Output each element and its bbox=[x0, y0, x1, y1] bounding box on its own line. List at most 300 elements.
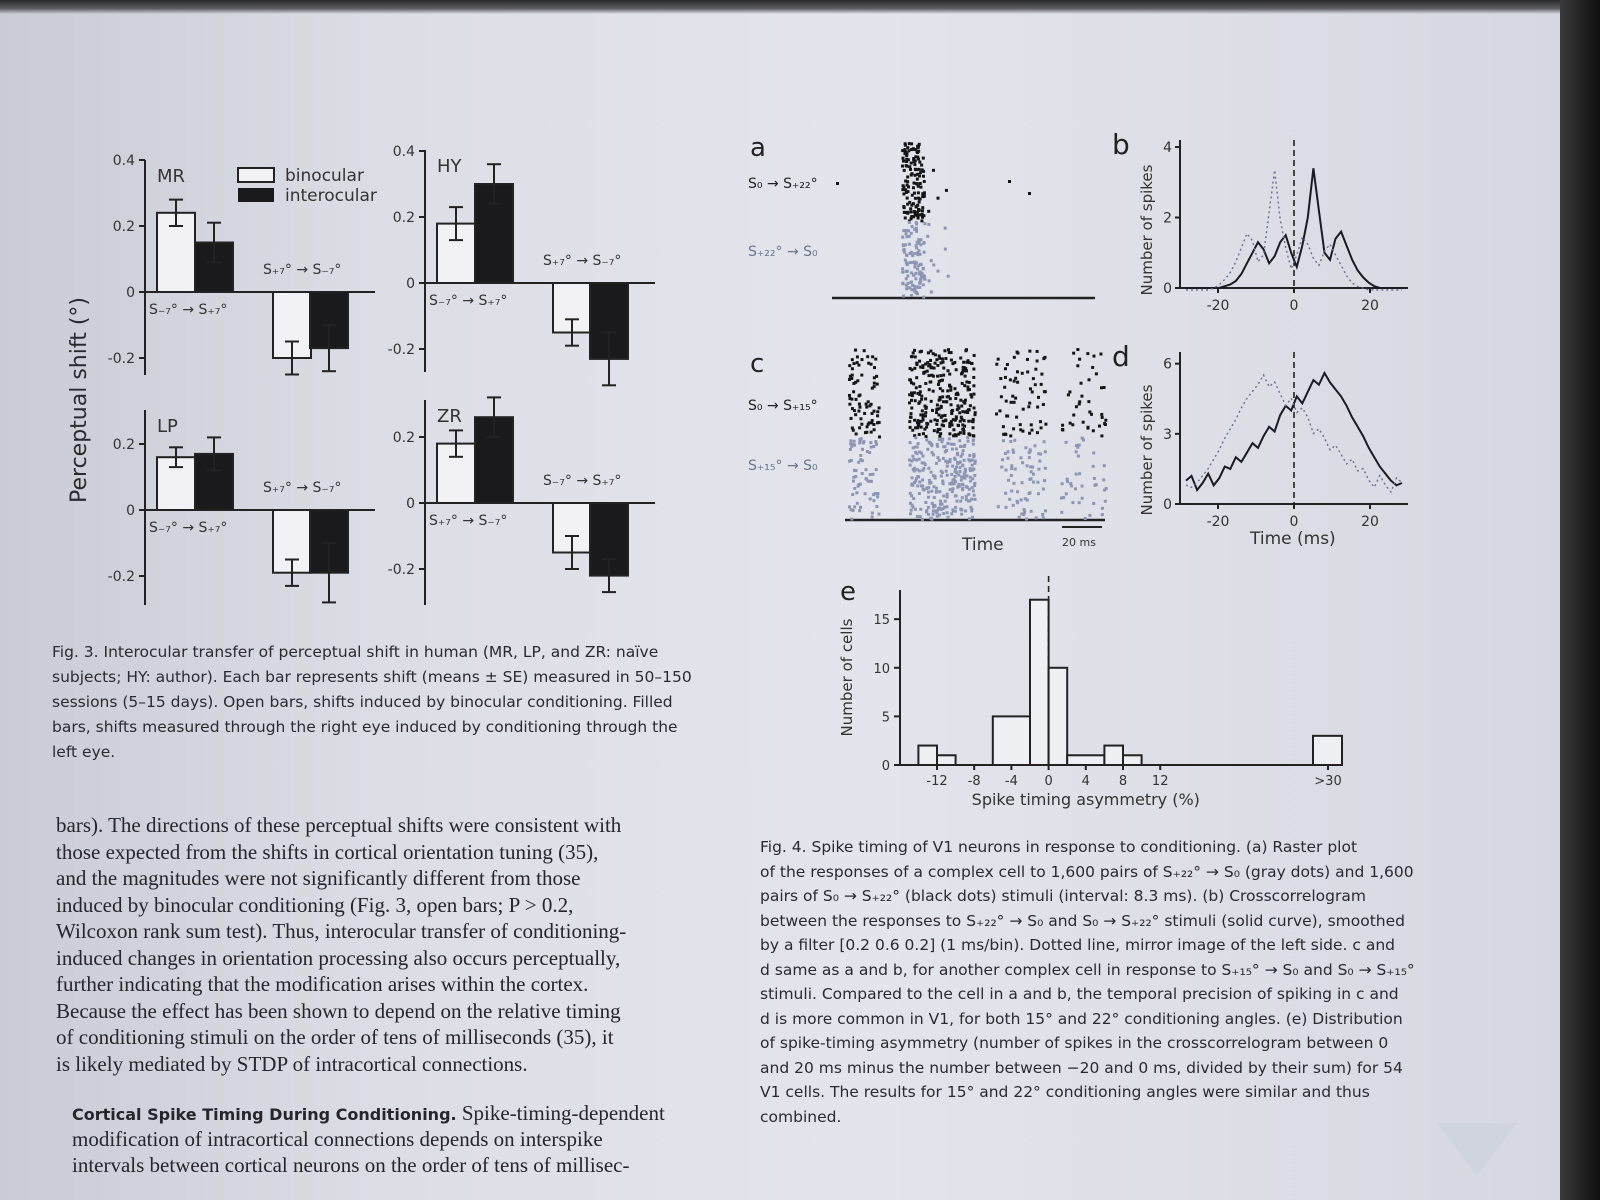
spike-dot bbox=[922, 194, 925, 197]
spike-dot bbox=[946, 493, 949, 496]
spike-dot bbox=[1086, 427, 1089, 430]
spike-dot bbox=[958, 439, 961, 442]
spike-dot bbox=[930, 290, 933, 293]
spike-dot bbox=[1000, 465, 1003, 468]
spike-dot bbox=[931, 409, 934, 412]
spike-dot bbox=[914, 426, 917, 429]
spike-dot bbox=[855, 432, 858, 435]
spike-dot bbox=[973, 484, 976, 487]
spike-dot bbox=[918, 458, 921, 461]
spike-dot bbox=[912, 186, 915, 189]
spike-dot bbox=[1008, 498, 1011, 501]
spike-dot bbox=[871, 419, 874, 422]
spike-dot bbox=[1080, 382, 1083, 385]
spike-dot bbox=[923, 251, 926, 254]
spike-dot bbox=[1028, 192, 1031, 195]
caption-line: of the responses of a complex cell to 1,600 pairs of S₊₂₂° → S₀ (gray dots) and 1,600 bbox=[760, 862, 1414, 881]
spike-dot bbox=[918, 197, 921, 200]
x-tick-label: -20 bbox=[1206, 514, 1230, 530]
spike-dot bbox=[964, 509, 967, 512]
caption-line: stimuli. Compared to the cell in a and b, the temporal precision of spiking in c and bbox=[760, 985, 1399, 1003]
spike-dot bbox=[1032, 481, 1035, 484]
histogram-bar bbox=[918, 746, 937, 765]
spike-dot bbox=[869, 441, 872, 444]
spike-dot bbox=[967, 493, 970, 496]
spike-dot bbox=[1100, 434, 1103, 437]
spike-dot bbox=[913, 391, 916, 394]
spike-dot bbox=[853, 487, 856, 490]
spike-dot bbox=[950, 351, 953, 354]
spike-dot bbox=[920, 263, 923, 266]
spike-dot bbox=[922, 296, 925, 299]
screen-bezel bbox=[1560, 0, 1600, 1200]
spike-dot bbox=[911, 506, 914, 509]
spike-dot bbox=[916, 392, 919, 395]
spike-dot bbox=[912, 497, 915, 500]
spike-dot bbox=[1011, 395, 1014, 398]
spike-dot bbox=[902, 229, 905, 232]
spike-dot bbox=[968, 517, 971, 520]
spike-dot bbox=[910, 509, 913, 512]
spike-dot bbox=[914, 445, 917, 448]
spike-dot bbox=[860, 374, 863, 377]
spike-dot bbox=[1101, 513, 1104, 516]
spike-dot bbox=[866, 355, 869, 358]
panel-letter-d: d bbox=[1112, 340, 1130, 373]
caption-line: bars, shifts measured through the right eye induced by conditioning through the bbox=[52, 718, 678, 736]
spike-dot bbox=[1081, 497, 1084, 500]
spike-dot bbox=[913, 163, 916, 166]
spike-dot bbox=[951, 423, 954, 426]
spike-dot bbox=[956, 461, 959, 464]
spike-dot bbox=[1012, 427, 1015, 430]
panel-e-histogram bbox=[838, 576, 1342, 809]
spike-dot bbox=[922, 175, 925, 178]
spike-dot bbox=[942, 374, 945, 377]
spike-dot bbox=[1078, 472, 1081, 475]
spike-dot bbox=[1043, 440, 1046, 443]
spike-dot bbox=[857, 410, 860, 413]
spike-dot bbox=[901, 282, 904, 285]
figure-3-svg bbox=[0, 0, 760, 640]
spike-dot bbox=[855, 398, 858, 401]
spike-dot bbox=[921, 209, 924, 212]
spike-dot bbox=[945, 400, 948, 403]
spike-dot bbox=[972, 489, 975, 492]
body-line: induced by binocular conditioning (Fig. 3, open bars; P > 0.2, bbox=[56, 892, 574, 917]
spike-dot bbox=[1036, 431, 1039, 434]
spike-dot bbox=[913, 274, 916, 277]
spike-dot bbox=[1093, 477, 1096, 480]
spike-dot bbox=[877, 513, 880, 516]
spike-dot bbox=[867, 400, 870, 403]
spike-dot bbox=[918, 282, 921, 285]
spike-dot bbox=[971, 516, 974, 519]
histogram-bar bbox=[1313, 736, 1342, 765]
spike-dot bbox=[1005, 414, 1008, 417]
spike-dot bbox=[921, 478, 924, 481]
spike-dot bbox=[901, 165, 904, 168]
condition-left: S₋₇° → S₊₇° bbox=[429, 293, 508, 309]
spike-dot bbox=[1044, 356, 1047, 359]
spike-dot bbox=[955, 434, 958, 437]
spike-dot bbox=[903, 251, 906, 254]
spike-dot bbox=[941, 389, 944, 392]
spike-dot bbox=[968, 467, 971, 470]
spike-dot bbox=[1012, 451, 1015, 454]
spike-dot bbox=[946, 465, 949, 468]
spike-dot bbox=[876, 495, 879, 498]
spike-dot bbox=[935, 462, 938, 465]
spike-dot bbox=[918, 492, 921, 495]
spike-dot bbox=[972, 443, 975, 446]
spike-dot bbox=[954, 475, 957, 478]
spike-dot bbox=[901, 267, 904, 270]
spike-dot bbox=[966, 436, 969, 439]
spike-dot bbox=[868, 480, 871, 483]
spike-dot bbox=[875, 375, 878, 378]
spike-dot bbox=[925, 511, 928, 514]
spike-dot bbox=[1004, 367, 1007, 370]
spike-dot bbox=[915, 376, 918, 379]
spike-dot bbox=[912, 446, 915, 449]
spike-dot bbox=[871, 515, 874, 518]
x-tick-label: 0 bbox=[1044, 774, 1053, 789]
caption-line: subjects; HY: author). Each bar represents shift (means ± SE) measured in 50–150 bbox=[52, 668, 692, 686]
spike-dot bbox=[922, 214, 925, 217]
spike-dot bbox=[950, 412, 953, 415]
spike-dot bbox=[944, 500, 947, 503]
spike-dot bbox=[1103, 488, 1106, 491]
spike-dot bbox=[1103, 386, 1106, 389]
condition-right: S₋₇° → S₊₇° bbox=[543, 473, 622, 489]
spike-dot bbox=[951, 490, 954, 493]
spike-dot bbox=[910, 399, 913, 402]
spike-dot bbox=[1023, 508, 1026, 511]
spike-dot bbox=[969, 404, 972, 407]
spike-dot bbox=[863, 349, 866, 352]
spike-dot bbox=[995, 363, 998, 366]
spike-dot bbox=[960, 475, 963, 478]
spike-dot bbox=[942, 482, 945, 485]
spike-dot bbox=[875, 505, 878, 508]
spike-dot bbox=[860, 423, 863, 426]
spike-dot bbox=[1008, 180, 1011, 183]
spike-dot bbox=[961, 496, 964, 499]
x-tick-label: 20 bbox=[1361, 514, 1379, 530]
spike-dot bbox=[912, 182, 915, 185]
spike-dot bbox=[1036, 359, 1039, 362]
spike-dot bbox=[940, 475, 943, 478]
condition-right: S₊₇° → S₋₇° bbox=[543, 253, 622, 269]
spike-dot bbox=[873, 366, 876, 369]
spike-dot bbox=[910, 381, 913, 384]
spike-dot bbox=[1068, 390, 1071, 393]
spike-dot bbox=[1007, 479, 1010, 482]
caption-line: of spike-timing asymmetry (number of spikes in the crosscorrelogram between 0 bbox=[760, 1034, 1389, 1052]
spike-dot bbox=[920, 484, 923, 487]
spike-dot bbox=[908, 261, 911, 264]
panel-LP bbox=[108, 410, 375, 605]
spike-dot bbox=[961, 487, 964, 490]
spike-dot bbox=[864, 431, 867, 434]
spike-dot bbox=[936, 419, 939, 422]
figure-4-svg bbox=[740, 120, 1460, 820]
spike-dot bbox=[871, 355, 874, 358]
spike-dot bbox=[1038, 460, 1041, 463]
spike-dot bbox=[923, 222, 926, 225]
figure-3 bbox=[0, 0, 760, 761]
panel-ZR bbox=[388, 397, 655, 605]
section-line: modification of intracortical connections depends on interspike bbox=[72, 1127, 603, 1151]
spike-dot bbox=[921, 206, 924, 209]
spike-dot bbox=[1076, 364, 1079, 367]
spike-dot bbox=[1013, 439, 1016, 442]
spike-dot bbox=[970, 396, 973, 399]
spike-dot bbox=[962, 369, 965, 372]
spike-dot bbox=[1092, 465, 1095, 468]
spike-dot bbox=[974, 460, 977, 463]
caption-line: left eye. bbox=[52, 743, 116, 761]
spike-dot bbox=[911, 460, 914, 463]
spike-dot bbox=[1069, 482, 1072, 485]
spike-dot bbox=[1044, 467, 1047, 470]
spike-dot bbox=[1013, 356, 1016, 359]
spike-dot bbox=[875, 468, 878, 471]
spike-dot bbox=[924, 463, 927, 466]
spike-dot bbox=[934, 362, 937, 365]
spike-dot bbox=[933, 475, 936, 478]
spike-dot bbox=[876, 383, 879, 386]
spike-dot bbox=[1092, 502, 1095, 505]
spike-dot bbox=[918, 161, 921, 164]
spike-dot bbox=[924, 501, 927, 504]
section-line: Spike-timing-dependent bbox=[461, 1101, 665, 1125]
spike-dot bbox=[1021, 461, 1024, 464]
spike-dot bbox=[861, 448, 864, 451]
spike-dot bbox=[942, 400, 945, 403]
spike-dot bbox=[1078, 358, 1081, 361]
spike-dot bbox=[905, 160, 908, 163]
spike-dot bbox=[968, 433, 971, 436]
spike-dot bbox=[920, 219, 923, 222]
spike-dot bbox=[959, 420, 962, 423]
histogram-xlabel: Spike timing asymmetry (%) bbox=[971, 790, 1200, 809]
spike-dot bbox=[849, 448, 852, 451]
spike-dot bbox=[960, 479, 963, 482]
spike-dot bbox=[913, 419, 916, 422]
x-tick-label: -4 bbox=[1004, 774, 1018, 789]
spike-dot bbox=[930, 259, 933, 262]
spike-dot bbox=[869, 473, 872, 476]
spike-dot bbox=[953, 457, 956, 460]
spike-dot bbox=[939, 432, 942, 435]
spike-dot bbox=[918, 201, 921, 204]
spike-dot bbox=[919, 213, 922, 216]
spike-dot bbox=[904, 180, 907, 183]
spike-dot bbox=[946, 496, 949, 499]
spike-dot bbox=[1030, 429, 1033, 432]
spike-dot bbox=[1020, 456, 1023, 459]
spike-dot bbox=[936, 403, 939, 406]
spike-dot bbox=[864, 492, 867, 495]
spike-dot bbox=[909, 502, 912, 505]
spike-dot bbox=[938, 399, 941, 402]
body-line: and the magnitudes were not significantly different from those bbox=[56, 866, 581, 890]
histogram-bar bbox=[1123, 755, 1142, 765]
y-tick-label: 10 bbox=[873, 661, 890, 677]
spike-dot bbox=[904, 216, 907, 219]
x-tick-label: 0 bbox=[1289, 514, 1299, 530]
spike-dot bbox=[1009, 378, 1012, 381]
section-heading: Cortical Spike Timing During Conditioning. bbox=[72, 1105, 457, 1124]
spike-dot bbox=[853, 444, 856, 447]
caption-line: d same as a and b, for another complex cell in response to S₊₁₅° → S₀ and S₀ → S₊₁₅° bbox=[760, 960, 1415, 979]
spike-dot bbox=[1020, 512, 1023, 515]
spike-dot bbox=[972, 439, 975, 442]
spike-dot bbox=[913, 290, 916, 293]
spike-dot bbox=[908, 420, 911, 423]
spike-dot bbox=[1039, 453, 1042, 456]
raster-c-row-bottom: S₊₁₅° → S₀ bbox=[748, 458, 818, 474]
spike-dot bbox=[954, 480, 957, 483]
spike-dot bbox=[854, 349, 857, 352]
spike-dot bbox=[959, 399, 962, 402]
spike-dot bbox=[913, 252, 916, 255]
spike-dot bbox=[951, 487, 954, 490]
spike-dot bbox=[923, 428, 926, 431]
spike-dot bbox=[940, 361, 943, 364]
spike-dot bbox=[1028, 456, 1031, 459]
spike-dot bbox=[942, 512, 945, 515]
spike-dot bbox=[902, 192, 905, 195]
spike-dot bbox=[910, 281, 913, 284]
spike-dot bbox=[910, 271, 913, 274]
raster-c-row-top: S₀ → S₊₁₅° bbox=[748, 398, 818, 414]
histogram-ylabel: Number of cells bbox=[838, 618, 856, 737]
spike-dot bbox=[1082, 421, 1085, 424]
spike-dot bbox=[909, 168, 912, 171]
spike-dot bbox=[1019, 423, 1022, 426]
spike-dot bbox=[853, 409, 856, 412]
spike-dot bbox=[926, 448, 929, 451]
spike-dot bbox=[849, 442, 852, 445]
spike-dot bbox=[932, 169, 935, 172]
spike-dot bbox=[967, 420, 970, 423]
spike-dot bbox=[973, 354, 976, 357]
spike-dot bbox=[917, 238, 920, 241]
spike-dot bbox=[950, 482, 953, 485]
spike-dot bbox=[848, 394, 851, 397]
spike-dot bbox=[947, 348, 950, 351]
spike-dot bbox=[858, 509, 861, 512]
spike-dot bbox=[925, 435, 928, 438]
spike-dot bbox=[852, 390, 855, 393]
spike-dot bbox=[1039, 420, 1042, 423]
spike-dot bbox=[938, 428, 941, 431]
spike-dot bbox=[922, 467, 925, 470]
spike-dot bbox=[941, 357, 944, 360]
spike-dot bbox=[1036, 350, 1039, 353]
spike-dot bbox=[906, 274, 909, 277]
spike-dot bbox=[961, 382, 964, 385]
spike-dot bbox=[955, 393, 958, 396]
spike-dot bbox=[912, 147, 915, 150]
spike-dot bbox=[954, 506, 957, 509]
spike-dot bbox=[1062, 496, 1065, 499]
spike-dot bbox=[974, 498, 977, 501]
spike-dot bbox=[878, 435, 881, 438]
spike-dot bbox=[1037, 396, 1040, 399]
spike-dot bbox=[1028, 402, 1031, 405]
spike-dot bbox=[857, 364, 860, 367]
spike-dot bbox=[1032, 473, 1035, 476]
spike-dot bbox=[868, 404, 871, 407]
spike-dot bbox=[901, 149, 904, 152]
spike-dot bbox=[911, 455, 914, 458]
spike-dot bbox=[974, 413, 977, 416]
spike-dot bbox=[924, 382, 927, 385]
spike-dot bbox=[973, 474, 976, 477]
spike-dot bbox=[1042, 488, 1045, 491]
caption-line: and 20 ms minus the number between −20 and 0 ms, divided by their sum) for 54 bbox=[760, 1058, 1403, 1077]
spike-dot bbox=[858, 406, 861, 409]
spike-dot bbox=[1043, 479, 1046, 482]
spike-dot bbox=[917, 242, 920, 245]
spike-dot bbox=[856, 355, 859, 358]
spike-dot bbox=[1001, 458, 1004, 461]
spike-dot bbox=[910, 217, 913, 220]
spike-dot bbox=[909, 412, 912, 415]
page-down-arrow-icon[interactable] bbox=[1432, 1118, 1522, 1178]
spike-dot bbox=[956, 404, 959, 407]
spike-dot bbox=[1005, 400, 1008, 403]
spike-dot bbox=[1009, 434, 1012, 437]
spike-dot bbox=[856, 379, 859, 382]
raster-a-dots bbox=[836, 142, 1031, 299]
body-line: Because the effect has been shown to depend on the relative timing bbox=[56, 998, 621, 1023]
spike-dot bbox=[1006, 363, 1009, 366]
spike-dot bbox=[919, 278, 922, 281]
spike-dot bbox=[1065, 441, 1068, 444]
spike-dot bbox=[916, 178, 919, 181]
spike-dot bbox=[911, 394, 914, 397]
spike-dot bbox=[938, 506, 941, 509]
spike-dot bbox=[1028, 492, 1031, 495]
condition-left: S₋₇° → S₊₇° bbox=[149, 520, 228, 536]
spike-dot bbox=[1022, 408, 1025, 411]
spike-dot bbox=[1100, 386, 1103, 389]
spike-dot bbox=[853, 505, 856, 508]
spike-dot bbox=[949, 389, 952, 392]
spike-dot bbox=[850, 508, 853, 511]
spike-dot bbox=[905, 232, 908, 235]
panel-d-crosscorrelogram bbox=[1163, 352, 1408, 530]
spike-dot bbox=[921, 364, 924, 367]
spike-dot bbox=[1031, 390, 1034, 393]
spike-dot bbox=[1075, 405, 1078, 408]
spike-dot bbox=[1036, 481, 1039, 484]
spike-dot bbox=[915, 205, 918, 208]
spike-dot bbox=[1010, 467, 1013, 470]
spike-dot bbox=[1065, 492, 1068, 495]
spike-dot bbox=[1044, 390, 1047, 393]
spike-dot bbox=[963, 473, 966, 476]
spike-dot bbox=[944, 419, 947, 422]
spike-dot bbox=[910, 368, 913, 371]
spike-dot bbox=[962, 430, 965, 433]
spike-dot bbox=[1099, 353, 1102, 356]
